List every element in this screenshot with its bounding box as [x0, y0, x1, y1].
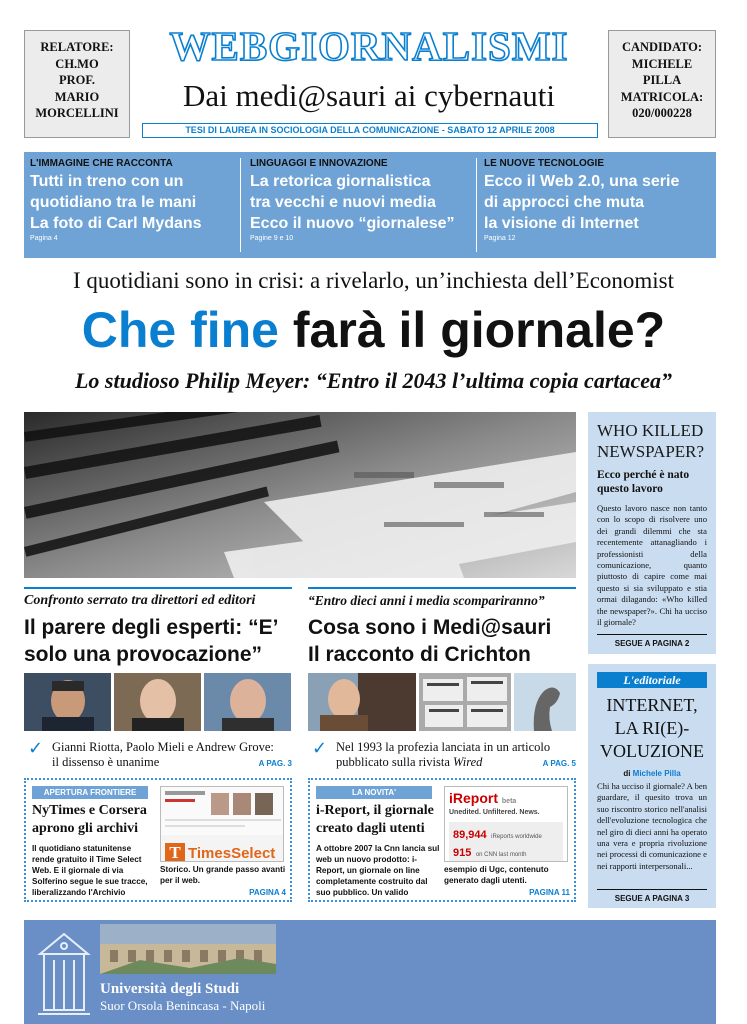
nyt-t-icon: T: [165, 843, 185, 862]
photo-crichton: [308, 673, 416, 731]
teaser-page: Pagina 4: [30, 235, 58, 242]
timesselect-page-illustration: [161, 787, 284, 835]
box-nytimes-title[interactable]: NyTimes e Corsera aprono gli archivi: [32, 803, 147, 836]
box-nytimes-kicker: APERTURA FRONTIERE: [32, 786, 148, 799]
ireport-screenshot: [444, 786, 568, 862]
photo-fossil: [514, 673, 576, 731]
relatore-line: MORCELLINI: [35, 106, 119, 120]
ireport-logo: iReport beta: [449, 790, 517, 806]
who-killed-sub: Ecco perché è nato questo lavoro: [597, 469, 690, 495]
ireport-tagline: Unedited. Unfiltered. News.: [449, 809, 540, 816]
teaser-kicker: L'IMMAGINE CHE RACCONTA: [30, 158, 173, 169]
candidato-line: 020/000228: [632, 106, 692, 120]
box-ireport-title[interactable]: i-Report, il giornale creato dagli utenti: [316, 803, 434, 836]
article-left-rule: [24, 587, 292, 589]
teaser-immagine[interactable]: [30, 158, 235, 254]
university-line1: Università degli Studi: [100, 981, 240, 997]
photo-newspapers: [419, 673, 511, 731]
teaser-page: Pagina 12: [484, 235, 516, 242]
article-right-caption: Nel 1993 la profezia lanciata in un articolo pubblicato sulla rivista Wired: [336, 740, 551, 769]
teaser-title: La retorica giornalistica tra vecchi e nuovi media Ecco il nuovo “giornalese”: [250, 173, 455, 232]
editorial-body: Chi ha ucciso il giornale? A ben guardare, il quesito trova un suo riscontro storico nell'analisi dell'evoluzione tecnologica che nel giro di dieci anni ha operato una vera e propria rivoluzione nei processi di comunicazione e nei rapporti interpersonali...: [597, 781, 707, 871]
candidato-line: PILLA: [642, 73, 682, 87]
portrait-grove: [204, 673, 291, 731]
university-line2: Suor Orsola Benincasa - Napoli: [100, 998, 266, 1013]
press-illustration: [24, 412, 576, 578]
article-left-caption: Gianni Riotta, Paolo Mieli e Andrew Grove: il dissenso è unanime: [52, 740, 274, 769]
relatore-line: PROF.: [59, 73, 95, 87]
article-right-kicker: “Entro dieci anni i media scompariranno”: [308, 593, 545, 608]
timesselect-screenshot: [160, 786, 284, 862]
teaser-linguaggi[interactable]: [250, 158, 472, 254]
fossil-illustration: [514, 673, 576, 731]
main-photo-printing-press: [24, 412, 576, 578]
masthead-title: WEBGIORNALISMI: [169, 23, 569, 69]
who-killed-more[interactable]: SEGUE A PAGINA 2: [597, 634, 707, 648]
article-left-page[interactable]: A PAG. 3: [258, 759, 292, 768]
university-name: [100, 980, 360, 1014]
box-ireport-body: A ottobre 2007 la Cnn lancia sul web un nuovo prodotto: i-Report, un giornale on line completamente costruito dal suo pubblico. Un valido: [316, 844, 440, 897]
teaser-title: Ecco il Web 2.0, una serie di approcci che muta la visione di Internet: [484, 173, 680, 232]
relatore-label: RELATORE:: [40, 40, 114, 54]
editorial-sidebar: [588, 664, 716, 908]
masthead-tagline: TESI DI LAUREA IN SOCIOLOGIA DELLA COMUNICAZIONE - SABATO 12 APRILE 2008: [142, 123, 598, 138]
timesselect-logo: T TimesSelect: [161, 840, 283, 862]
box-ireport-page[interactable]: PAGINA 11: [529, 888, 570, 897]
editorial-author: Michele Pilla: [632, 769, 681, 778]
expert-photo-grove: [204, 673, 291, 731]
who-killed-title: WHO KILLED NEWSPAPER?: [597, 421, 705, 461]
headline-main-black: farà il giornale?: [292, 302, 666, 358]
candidato-label: CANDIDATO:: [621, 40, 703, 54]
teaser-tecnologie[interactable]: [484, 158, 714, 254]
candidato-box: [608, 30, 716, 138]
who-killed-sidebar: [588, 412, 716, 654]
box-nytimes-page[interactable]: PAGINA 4: [249, 888, 286, 897]
teaser-title: Tutti in treno con un quotidiano tra le mani La foto di Carl Mydans: [30, 173, 202, 232]
who-killed-body: Questo lavoro nasce non tanto con lo scopo di risolvere uno dei grandi dilemmi che sta recentemente attanagliando i professionisti della comunicazione, quanto piuttosto di capire come mai questo si sia sviluppato e stia ormai dilagando: «Who killed the newspaper?». Chi ha ucciso il giornale?: [597, 503, 707, 628]
university-building-icon: [34, 924, 94, 1022]
newspapers-illustration: [419, 673, 511, 731]
box-ireport-body2: esempio di Ugc, contenuto generato dagli utenti.: [444, 865, 549, 885]
candidato-line: MICHELE: [631, 56, 693, 71]
headline-main-blue: Che fine: [81, 302, 279, 358]
ireport-stats: 89,944 iReports worldwide 915 on CNN last month: [449, 822, 563, 862]
portrait-crichton: [308, 673, 416, 731]
masthead-subtitle: Dai medi@sauri ai cybernauti: [183, 78, 555, 113]
article-right-page[interactable]: A PAG. 5: [542, 759, 576, 768]
university-logo: [34, 924, 94, 1022]
teaser-kicker: LE NUOVE TECNOLOGIE: [484, 158, 605, 169]
article-right-rule: [308, 587, 576, 589]
teaser-divider: [240, 158, 241, 252]
article-left-title[interactable]: Il parere degli esperti: “E’ solo una provocazione”: [24, 616, 279, 666]
teaser-kicker: LINGUAGGI E INNOVAZIONE: [250, 158, 388, 169]
expert-photo-mieli: [114, 673, 201, 731]
article-left-kicker: Confronto serrato tra direttori ed editori: [24, 593, 256, 608]
editorial-kicker: L'editoriale: [597, 672, 707, 688]
article-right-check-icon: ✓: [312, 738, 328, 759]
headline-over: I quotidiani sono in crisi: a rivelarlo, un’inchiesta dell’Economist: [72, 268, 675, 293]
teaser-page: Pagine 9 e 10: [250, 235, 294, 242]
teaser-divider: [476, 158, 477, 252]
university-building-photo: [100, 924, 276, 974]
box-nytimes-body: Il quotidiano statunitense rende gratuito il Time Select Web. E il giornale di via Solferino segue le sue tracce, liberalizzando l'Archivio: [32, 844, 148, 897]
headline-sub: Lo studioso Philip Meyer: “Entro il 2043 l’ultima copia cartacea”: [74, 368, 673, 393]
headline-main: [10, 300, 737, 360]
portrait-mieli: [114, 673, 201, 731]
relatore-line: CH.MO: [55, 56, 99, 71]
article-left-check-icon: ✓: [28, 738, 44, 759]
relatore-box: [24, 30, 130, 138]
candidato-line: MATRICOLA:: [620, 89, 704, 104]
box-nytimes-body2: Storico. Un grande passo avanti per il web.: [160, 865, 286, 885]
editorial-title[interactable]: INTERNET, LA RI(E)- VOLUZIONE: [600, 695, 704, 761]
portrait-riotta: [24, 673, 111, 731]
article-right-title[interactable]: Cosa sono i Medi@sauri Il racconto di Crichton: [308, 616, 552, 666]
relatore-line: MARIO: [54, 89, 100, 104]
expert-photo-riotta: [24, 673, 111, 731]
building-photo-illustration: [100, 924, 276, 974]
editorial-more[interactable]: SEGUE A PAGINA 3: [597, 889, 707, 903]
editorial-byline: di Michele Pilla: [623, 769, 681, 778]
box-ireport-kicker: LA NOVITA': [316, 786, 432, 799]
